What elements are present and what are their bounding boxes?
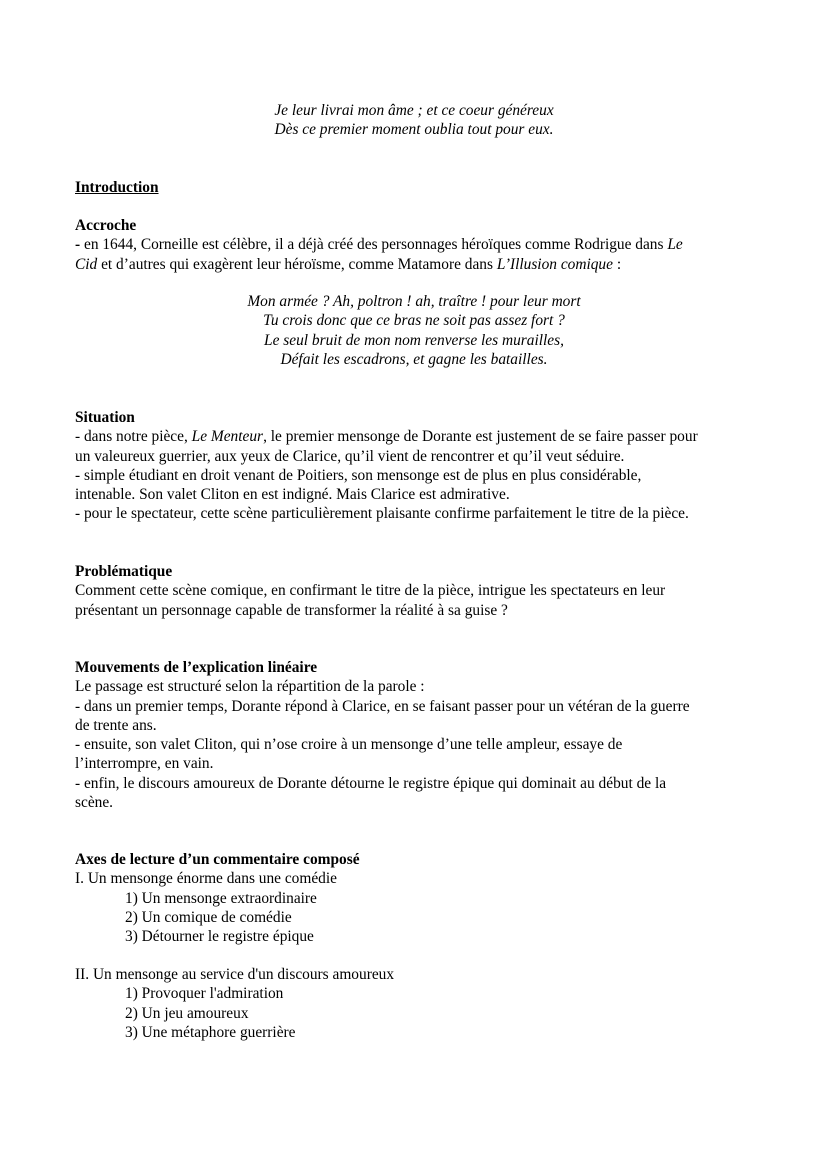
epigraph — [75, 101, 753, 140]
quote-line: Le seul bruit de mon nom renverse les murailles, — [264, 331, 564, 349]
matamore-quote — [75, 292, 753, 369]
problematique-line: Comment cette scène comique, en confirmant le titre de la pièce, intrigue les spectateurs en leur — [75, 582, 666, 600]
mouvements-line: - enfin, le discours amoureux de Dorante détourne le registre épique qui dominait au début de la — [75, 774, 667, 792]
introduction-heading: Introduction — [75, 179, 159, 196]
epigraph-line: Je leur livrai mon âme ; et ce coeur généreux — [274, 102, 554, 119]
problematique-heading: Problématique — [75, 563, 173, 580]
axes-item: 1) Provoquer l'admiration — [125, 985, 284, 1003]
situation-text: , le premier mensonge de Dorante est justement de se faire passer pour — [263, 428, 698, 446]
situation-text: - dans notre pièce, — [75, 428, 192, 446]
accroche-text: en 1644, Corneille est célèbre, il a déjà créé des personnages héroïques comme Rodrigue dans — [80, 236, 668, 254]
situation-line: intenable. Son valet Cliton en est indigné. Mais Clarice est admirative. — [75, 486, 510, 504]
axes-part-title: I. Un mensonge énorme dans une comédie — [75, 870, 337, 888]
problematique-line: présentant un personnage capable de transformer la réalité à sa guise ? — [75, 601, 508, 619]
work-title: Le Menteur — [191, 428, 264, 446]
axes-item: 2) Un jeu amoureux — [125, 1004, 249, 1022]
quote-line: Défait les escadrons, et gagne les batailles. — [280, 350, 548, 368]
work-title: Cid — [75, 255, 98, 273]
axes-item: 3) Détourner le registre épique — [125, 928, 314, 946]
mouvements-line: l’interrompre, en vain. — [75, 755, 214, 773]
axes-section — [75, 850, 755, 946]
epigraph-line: Dès ce premier moment oublia tout pour eux. — [274, 121, 554, 139]
mouvements-line: - ensuite, son valet Cliton, qui n’ose croire à un mensonge d’une telle ampleur, essaye de — [75, 736, 623, 754]
accroche-heading: Accroche — [75, 217, 137, 234]
axes-item: 2) Un comique de comédie — [125, 908, 292, 926]
quote-line: Mon armée ? Ah, poltron ! ah, traître ! pour leur mort — [247, 293, 581, 310]
mouvements-line: - dans un premier temps, Dorante répond à Clarice, en se faisant passer pour un vétéran de la guerre — [75, 697, 690, 715]
work-title: Le — [667, 236, 683, 254]
axes-item: 1) Un mensonge extraordinaire — [125, 889, 317, 907]
accroche-line — [75, 255, 755, 274]
mouvements-section — [75, 658, 755, 812]
accroche-text: et d’autres qui exagèrent leur héroïsme, comme Matamore dans — [97, 255, 497, 273]
accroche-text: : — [612, 255, 622, 273]
mouvements-line: Le passage est structuré selon la répartition de la parole : — [75, 678, 425, 696]
axes-item: 3) Une métaphore guerrière — [125, 1023, 296, 1041]
dash-marker: - — [75, 236, 81, 254]
situation-line — [75, 427, 755, 446]
mouvements-line: scène. — [75, 794, 114, 812]
mouvements-heading: Mouvements de l’explication linéaire — [75, 659, 318, 676]
quote-line: Tu crois donc que ce bras ne soit pas assez fort ? — [263, 312, 565, 330]
situation-line: - pour le spectateur, cette scène particulièrement plaisante confirme parfaitement le titre de la pièce. — [75, 505, 689, 523]
axes-section-part2 — [75, 965, 755, 1042]
situation-heading: Situation — [75, 409, 135, 426]
accroche-line — [75, 235, 755, 254]
situation-line: - simple étudiant en droit venant de Poitiers, son mensonge est de plus en plus considérable, — [75, 466, 642, 484]
problematique-section — [75, 562, 755, 620]
work-title: L’Illusion comique — [496, 255, 613, 273]
mouvements-line: de trente ans. — [75, 716, 157, 734]
axes-heading: Axes de lecture d’un commentaire composé — [75, 851, 360, 868]
axes-part-title: II. Un mensonge au service d'un discours amoureux — [75, 966, 395, 983]
situation-section — [75, 408, 755, 524]
situation-line: un valeureux guerrier, aux yeux de Clarice, qu’il vient de rencontrer et qu’il veut séduire. — [75, 447, 625, 465]
accroche-section — [75, 216, 755, 274]
